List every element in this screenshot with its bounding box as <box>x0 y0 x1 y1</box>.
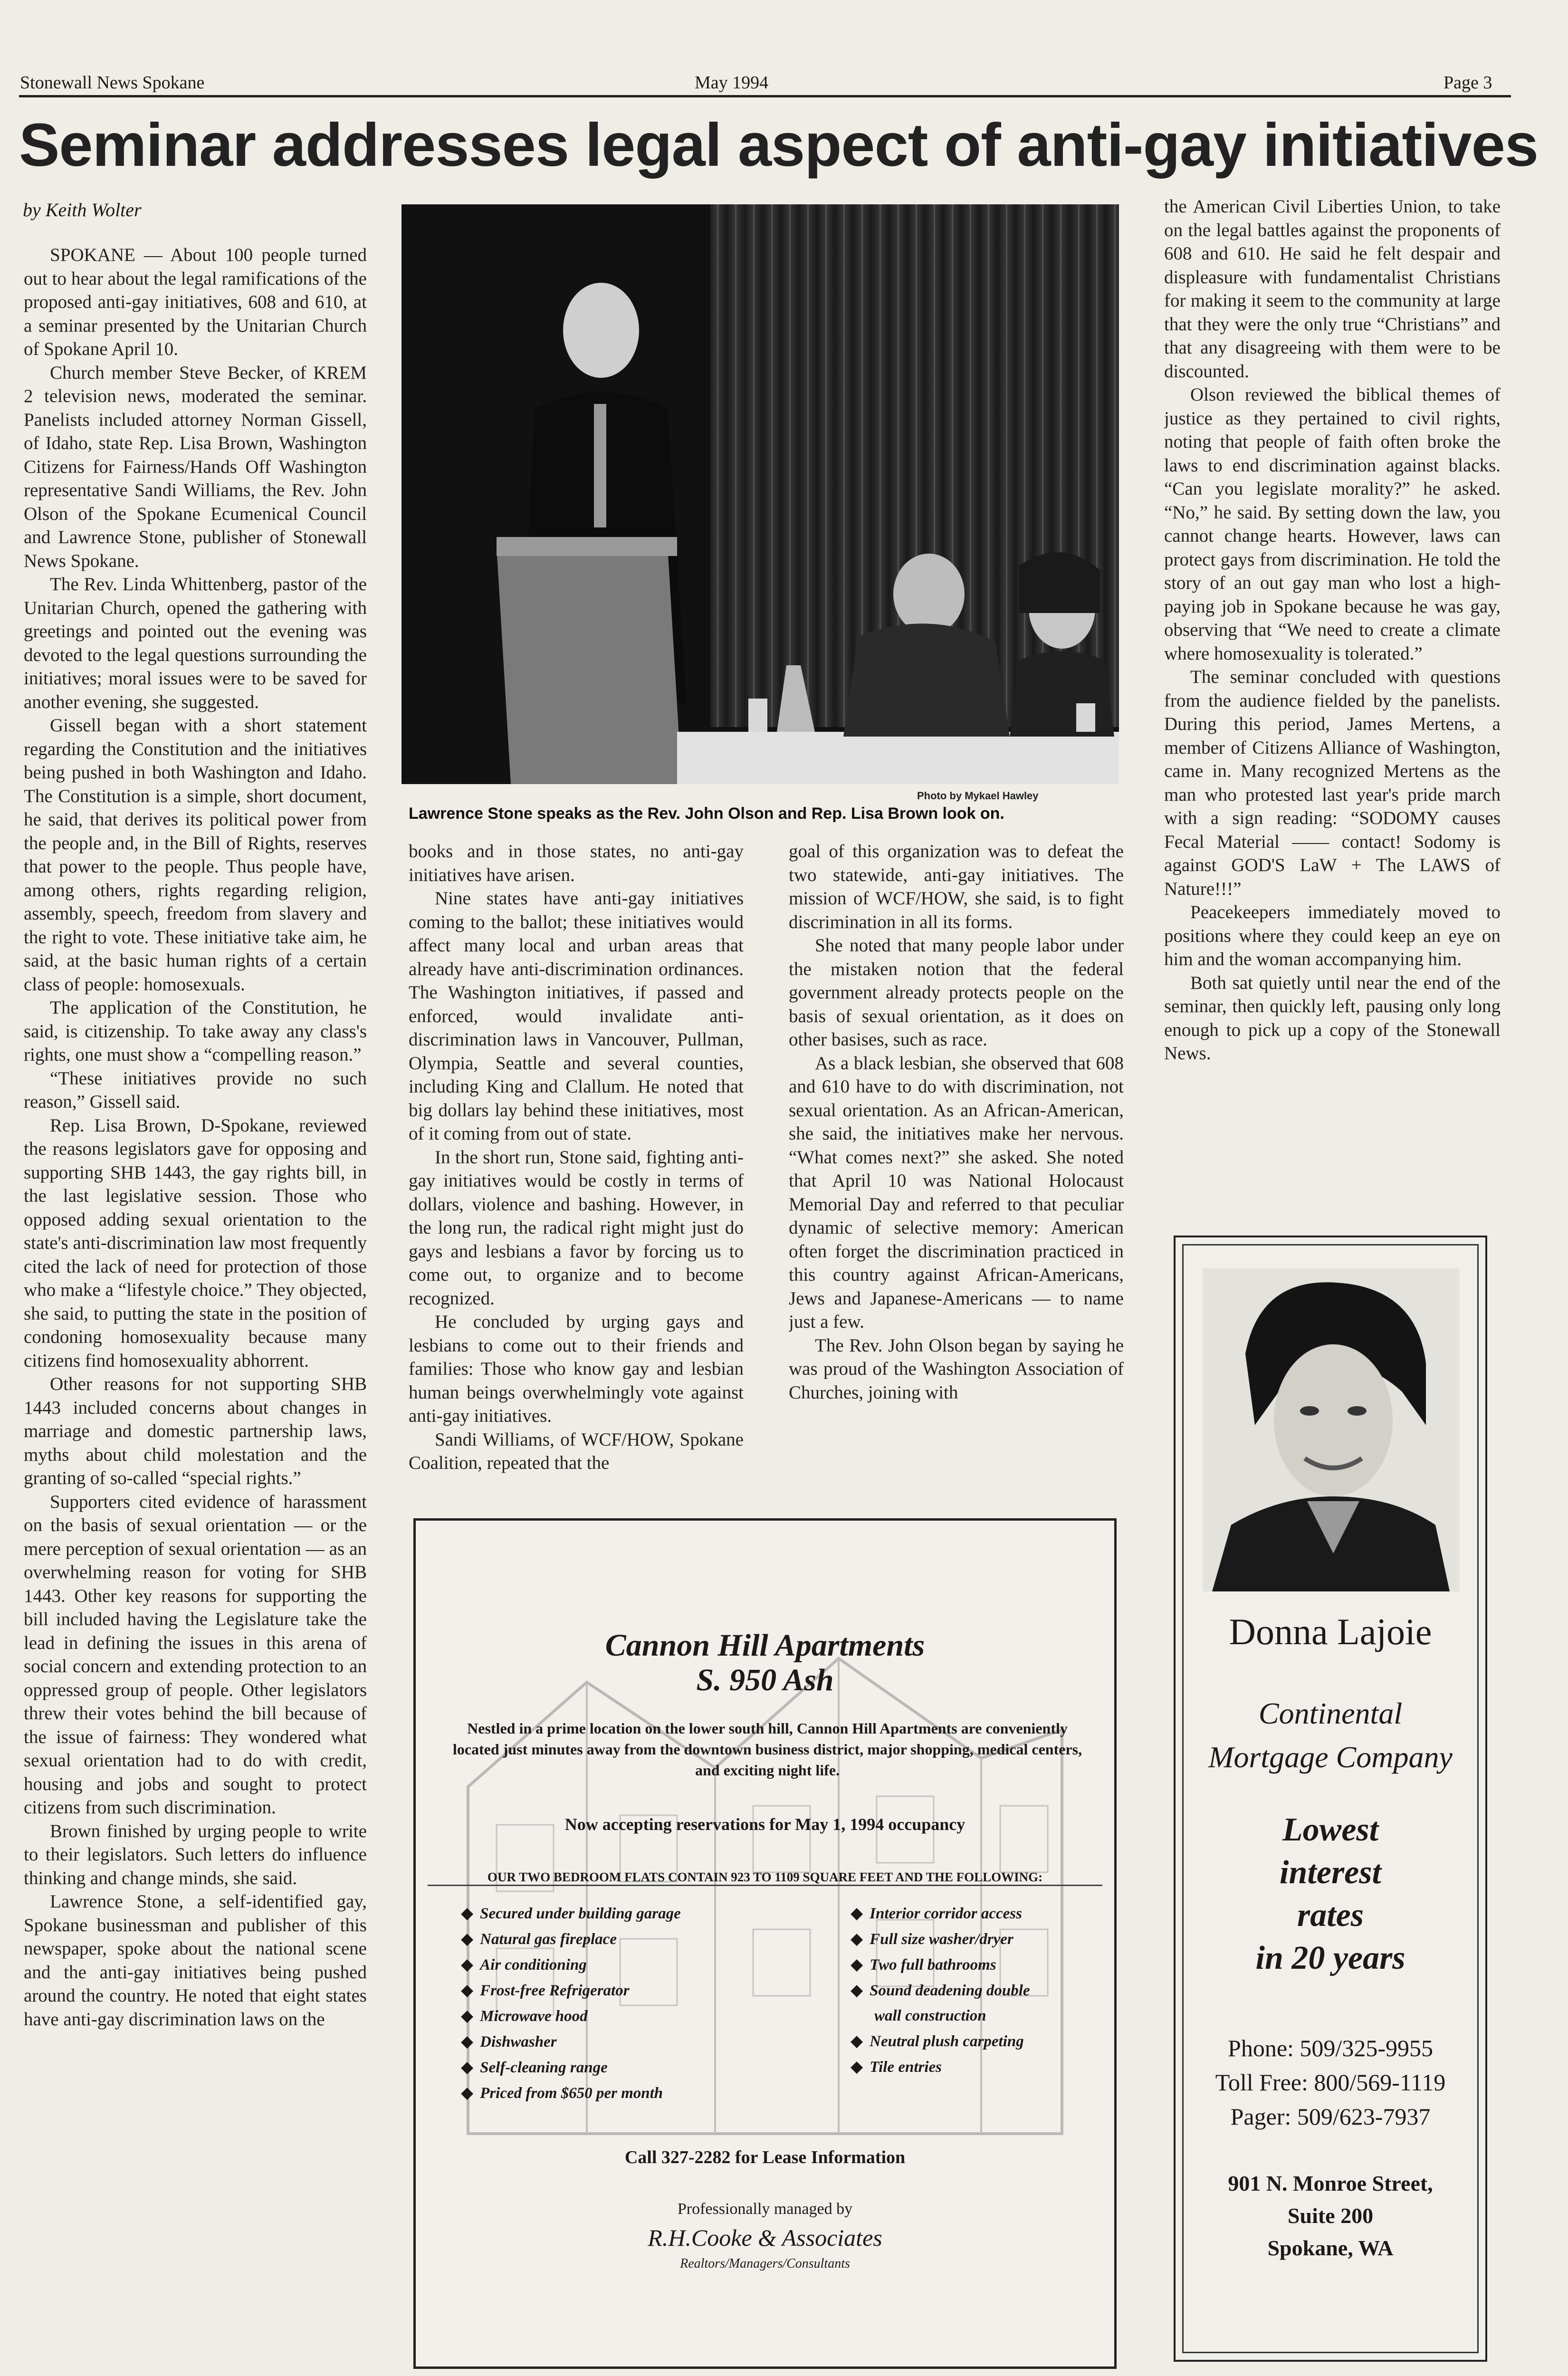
slogan-line: Lowest <box>1282 1811 1379 1848</box>
ad-intro: Nestled in a prime location on the lower south hill, Cannon Hill Apartments are conveniently located just minutes away from the downtown business district, major shopping, medical centers, and exciting night life. <box>452 1720 1082 1779</box>
header-rule <box>19 95 1511 97</box>
paragraph: The Rev. Linda Whittenberg, pastor of the Unitarian Church, opened the gathering with greetings and pointed out the evening was devoted to the legal questions surrounding the initiatives; moral issues were to be saved for another evening, she suggested. <box>24 574 367 712</box>
address-line-1: 901 N. Monroe Street, <box>1228 2171 1433 2195</box>
feature-item: ◆ Sound deadening double <box>851 1978 1030 2003</box>
slogan <box>1184 1809 1477 1980</box>
feature-item: wall construction <box>874 2007 986 2024</box>
feature-item: ◆ Interior corridor access <box>851 1901 1030 1926</box>
ad-managed: Professionally managed by <box>677 2200 853 2218</box>
byline: by Keith Wolter <box>23 199 142 220</box>
paragraph: Nine states have anti-gay initiatives coming to the ballot; these initiatives would affect many local and urban areas that already have anti-discrimination ordinances. The Washington initiatives, if passed and enforced, would invalidate anti-discrimination laws in Vancouver, Pullman, Olympia, Seattle and several counties, including King and Clallum. He noted that big dollars lay behind these initiatives, most of it coming from out of state. <box>409 888 744 1144</box>
feature-item: ◆ Dishwasher <box>461 2029 681 2055</box>
toll-free: Toll Free: 800/569-1119 <box>1215 2069 1446 2096</box>
ad-flats: OUR TWO BEDROOM FLATS CONTAIN 923 TO 1109 SQUARE FEET AND THE FOLLOWING: <box>428 1870 1102 1886</box>
photo-image <box>402 204 1119 784</box>
mortgage-ad-inner-frame <box>1182 1244 1479 2353</box>
seminar-photo <box>402 204 1119 784</box>
paragraph: The Rev. John Olson began by saying he was proud of the Washington Association of Churches, joining with <box>789 1335 1124 1403</box>
paragraph: Both sat quietly until near the end of the seminar, then quickly left, pausing only long enough to pick up a copy of the Stonewall News. <box>1164 972 1501 1063</box>
article-column-1 <box>24 243 367 2367</box>
paragraph: As a black lesbian, she observed that 608 and 610 have to do with discrimination, not sexual orientation. As an African-American, she said, the initiatives make her nervous. “What comes next?” she asked. She noted that April 10 was National Holocaust Memorial Day and referred to that peculiar dynamic of selective memory: American often forget the discrimination practiced in this country against African-Americans, Jews and Japanese-Americans — to name just a few. <box>789 1053 1124 1332</box>
feature-item: ◆ Secured under building garage <box>461 1901 681 1926</box>
company-line-1: Continental <box>1258 1696 1403 1730</box>
ad-reservations: Now accepting reservations for May 1, 1994 occupancy <box>564 1815 966 1834</box>
photo-credit: Photo by Mykael Hawley <box>917 790 1039 802</box>
feature-item: ◆ Tile entries <box>851 2054 1030 2080</box>
features-right <box>851 1901 1030 2080</box>
ad-title: Cannon Hill Apartments <box>605 1628 925 1663</box>
pager: Pager: 509/623-7937 <box>1230 2103 1431 2130</box>
paragraph: She noted that many people labor under the mistaken notion that the federal government already protects people on the basis of sexual orientation, as it does on other basises, such as race. <box>789 935 1124 1050</box>
feature-item: ◆ Neutral plush carpeting <box>851 2029 1030 2054</box>
ad-address: S. 950 Ash <box>696 1663 834 1697</box>
feature-item: ◆ Natural gas fireplace <box>461 1926 681 1952</box>
photo-caption: Lawrence Stone speaks as the Rev. John Olson and Rep. Lisa Brown look on. <box>409 805 1004 823</box>
paragraph: the American Civil Liberties Union, to take on the legal battles against the proponents of 608 and 610. He said he felt despair and displeasure with fundamentalist Christians for making it seem to the community at large that they were the only true “Christians” and that any disagreeing with them were to be discounted. <box>1164 196 1501 382</box>
paragraph: “These initiatives provide no such reason,” Gissell said. <box>24 1068 367 1112</box>
paragraph: Gissell began with a short statement regarding the Constitution and the initiatives being pushed in both Washington and Idaho. The Constitution is a simple, short document, he said, that derives its political power from the people and, in the Bill of Rights, reserves that power to the people. Thus people have, among others, rights regarding religion, assembly, speech, freedom from slavery and the right to vote. These initiative take aim, he said, at the basic human rights of a certain class of people: homosexuals. <box>24 715 367 995</box>
address-line-3: Spokane, WA <box>1267 2236 1394 2260</box>
paragraph: He concluded by urging gays and lesbians to come out to their friends and families: Those who know gay and lesbian human beings overwhelmingly vote against anti-gay initiatives. <box>409 1312 744 1426</box>
paragraph: The seminar concluded with questions from the audience fielded by the panelists. During this period, James Mertens, a member of Citizens Alliance of Washington, came in. Many recognized Mertens as the man who protested last year's pride march with a sign reading: “SODOMY causes Fecal Material —— contact! Sodomy is against GOD'S LaW + The LAWS of Nature!!!” <box>1164 667 1501 899</box>
ad-call: Call 327-2282 for Lease Information <box>624 2147 906 2167</box>
address-line-2: Suite 200 <box>1287 2204 1374 2228</box>
page-number: Page 3 <box>1444 73 1492 93</box>
feature-item: ◆ Two full bathrooms <box>851 1952 1030 1978</box>
paragraph: Brown finished by urging people to write to their legislators. Such letters do influence thinking and change minds, she said. <box>24 1820 367 1888</box>
paragraph: Sandi Williams, of WCF/HOW, Spokane Coalition, repeated that the <box>409 1429 744 1473</box>
slogan-line: rates <box>1297 1897 1364 1934</box>
feature-item: ◆ Frost-free Refrigerator <box>461 1978 681 2003</box>
article-column-4 <box>1164 195 1501 1207</box>
paragraph: Peacekeepers immediately moved to positions where they could keep an eye on him and the woman accompanying him. <box>1164 902 1501 969</box>
slogan-line: in 20 years <box>1255 1940 1405 1976</box>
company-line-2: Mortgage Company <box>1208 1740 1453 1774</box>
paragraph: In the short run, Stone said, fighting anti-gay initiatives would be costly in terms of dollars, violence and bashing. However, in the long run, the radical right might just do gays and lesbians a favor by forcing us to come out, to organize and to become recognized. <box>409 1147 744 1309</box>
agent-name: Donna Lajoie <box>1229 1611 1432 1652</box>
paragraph: Rep. Lisa Brown, D-Spokane, reviewed the reasons legislators gave for opposing and supporting SHB 1443, the gay rights bill, in the last legislative session. Those who opposed adding sexual orientation to the state's anti-discrimination law most frequently cited the lack of need for protection of those who make a “lifestyle choice.” They objected, she said, to putting the state in the position of condoning homosexuality because many citizens find homosexuality abhorrent. <box>24 1115 367 1371</box>
paragraph: Other reasons for not supporting SHB 1443 included concerns about changes in marriage and domestic partnership laws, myths about child molestation and the granting of so-called “special rights.” <box>24 1374 367 1488</box>
article-column-2 <box>409 840 744 1505</box>
paragraph: Lawrence Stone, a self-identified gay, Spokane businessman and publisher of this newspaper, spoke about the national scene and the anti-gay initiatives being pushed around the country. He noted that eight states have anti-gay discrimination laws on the <box>24 1891 367 2030</box>
article-column-3 <box>789 840 1124 1505</box>
slogan-line: interest <box>1280 1854 1381 1891</box>
paragraph: Supporters cited evidence of harassment on the basis of sexual orientation — or the mere perception of sexual orientation — as an overwhelming reason for voting for SHB 1443. Other key reasons for supporting the bill included having the Legislature take the lead in defining the issues in this arena of social concern and extending protection to an oppressed group of people. Other legislators threw their votes behind the bill because of the issue of fairness: They wondered what sexual orientation had to do with credit, housing and jobs and sought to protect citizens from such discrimination. <box>24 1491 367 1818</box>
ad-roles: Realtors/Managers/Consultants <box>680 2256 850 2271</box>
paragraph: Church member Steve Becker, of KREM 2 television news, moderated the seminar. Panelists included attorney Norman Gissell, of Idaho, state Rep. Lisa Brown, Washington Citizens for Fairness/Hands Off Washington representative Sandi Williams, the Rev. John Olson of the Spokane Ecumenical Council and Lawrence Stone, publisher of Stonewall News Spokane. <box>24 362 367 571</box>
paragraph: Olson reviewed the biblical themes of justice as they pertained to civil rights, noting that people of faith often broke the laws to end discrimination against blacks. “Can you legislate morality?” he asked. “No,” he said. By setting down the law, you cannot change hearts. However, laws can protect gays from discrimination. He told the story of an out gay man who lost a high-paying job in Spokane because he was gay, observing that “We need to create a climate where homosexuality is tolerated.” <box>1164 384 1501 664</box>
feature-item: ◆ Microwave hood <box>461 2003 681 2029</box>
feature-item: ◆ Full size washer/dryer <box>851 1926 1030 1952</box>
feature-item: ◆ Air conditioning <box>461 1952 681 1978</box>
cannon-hill-ad <box>413 1518 1117 2369</box>
paragraph: books and in those states, no anti-gay initiatives have arisen. <box>409 841 744 885</box>
paragraph: goal of this organization was to defeat the two statewide, anti-gay initiatives. The mission of WCF/HOW, she said, is to fight discrimination in all its forms. <box>789 841 1124 932</box>
feature-item: ◆ Priced from $650 per month <box>461 2080 681 2106</box>
phone: Phone: 509/325-9955 <box>1228 2035 1433 2061</box>
ad-company: R.H.Cooke & Associates <box>648 2224 882 2251</box>
portrait-photo <box>1203 1268 1459 1591</box>
paragraph: The application of the Constitution, he said, is citizenship. To take away any class's rights, one must show a “compelling reason.” <box>24 997 367 1065</box>
paragraph: SPOKANE — About 100 people turned out to hear about the legal ramifications of the proposed anti-gay initiatives, 608 and 610, at a seminar presented by the Unitarian Church of Spokane April 10. <box>24 245 367 359</box>
mortgage-ad <box>1174 1236 1487 2362</box>
features-left <box>461 1901 681 2106</box>
headline: Seminar addresses legal aspect of anti-gay initiatives <box>19 111 1539 179</box>
feature-item: ◆ Self-cleaning range <box>461 2055 681 2080</box>
issue-date: May 1994 <box>695 73 769 93</box>
paper-name: Stonewall News Spokane <box>20 73 205 93</box>
